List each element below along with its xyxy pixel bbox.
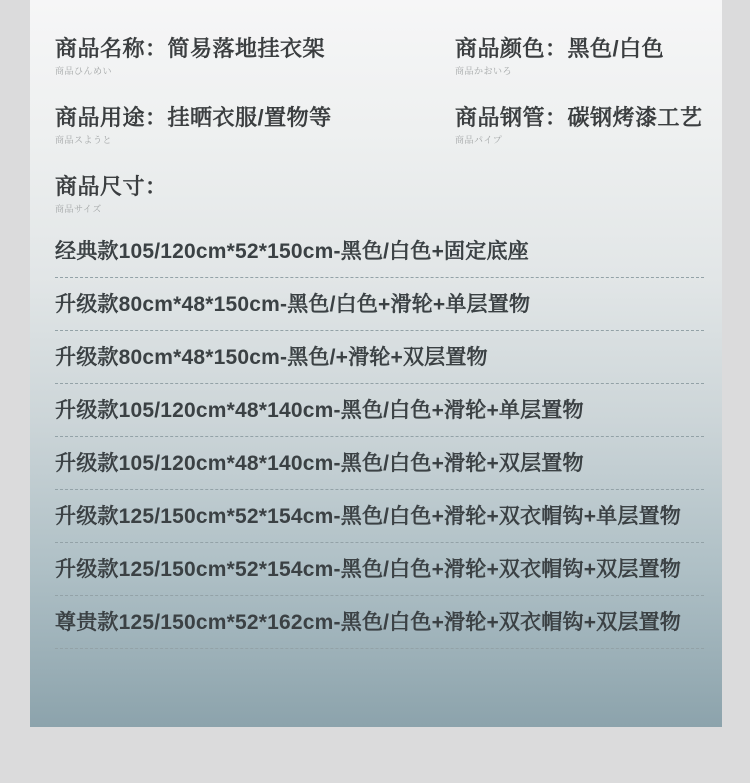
field-sub-label: 商品ひんめい [55, 66, 113, 76]
field-label: 商品钢管：碳钢烤漆工艺 [455, 105, 703, 130]
size-section-sub-label: 商品サイズ [55, 204, 102, 214]
field-sub-label: 商品スようと [55, 135, 113, 145]
size-row [55, 225, 704, 278]
field-product-use [55, 105, 455, 146]
field-product-pipe [455, 105, 704, 146]
size-section-title: 商品尺寸： [55, 174, 168, 199]
size-row-text: 升级款105/120cm*48*140cm-黑色/白色+滑轮+单层置物 [55, 399, 584, 422]
size-section-header [55, 174, 704, 215]
field-label: 商品颜色：黑色/白色 [455, 36, 665, 61]
size-row [55, 384, 704, 437]
size-row-text: 升级款80cm*48*150cm-黑色/+滑轮+双层置物 [55, 346, 488, 369]
size-row [55, 596, 704, 649]
field-sub-label: 商品かおいろ [455, 66, 513, 76]
size-row-text: 尊贵款125/150cm*52*162cm-黑色/白色+滑轮+双衣帽钩+双层置物 [55, 611, 681, 634]
size-row [55, 437, 704, 490]
size-row-text: 升级款80cm*48*150cm-黑色/白色+滑轮+单层置物 [55, 293, 531, 316]
size-row-text: 升级款125/150cm*52*154cm-黑色/白色+滑轮+双衣帽钩+单层置物 [55, 505, 681, 528]
field-product-color [455, 36, 704, 77]
product-attributes-grid [55, 36, 704, 146]
size-row [55, 331, 704, 384]
size-row-text: 升级款125/150cm*52*154cm-黑色/白色+滑轮+双衣帽钩+双层置物 [55, 558, 681, 581]
field-label: 商品名称：简易落地挂衣架 [55, 36, 326, 61]
field-label: 商品用途：挂晒衣服/置物等 [55, 105, 332, 130]
size-row [55, 490, 704, 543]
size-row [55, 278, 704, 331]
field-sub-label: 商品パイプ [455, 135, 503, 145]
size-row-text: 升级款105/120cm*48*140cm-黑色/白色+滑轮+双层置物 [55, 452, 584, 475]
size-row-text: 经典款105/120cm*52*150cm-黑色/白色+固定底座 [55, 240, 529, 263]
size-row [55, 543, 704, 596]
product-info-card [30, 0, 722, 727]
field-product-name [55, 36, 455, 77]
size-list [55, 225, 704, 649]
